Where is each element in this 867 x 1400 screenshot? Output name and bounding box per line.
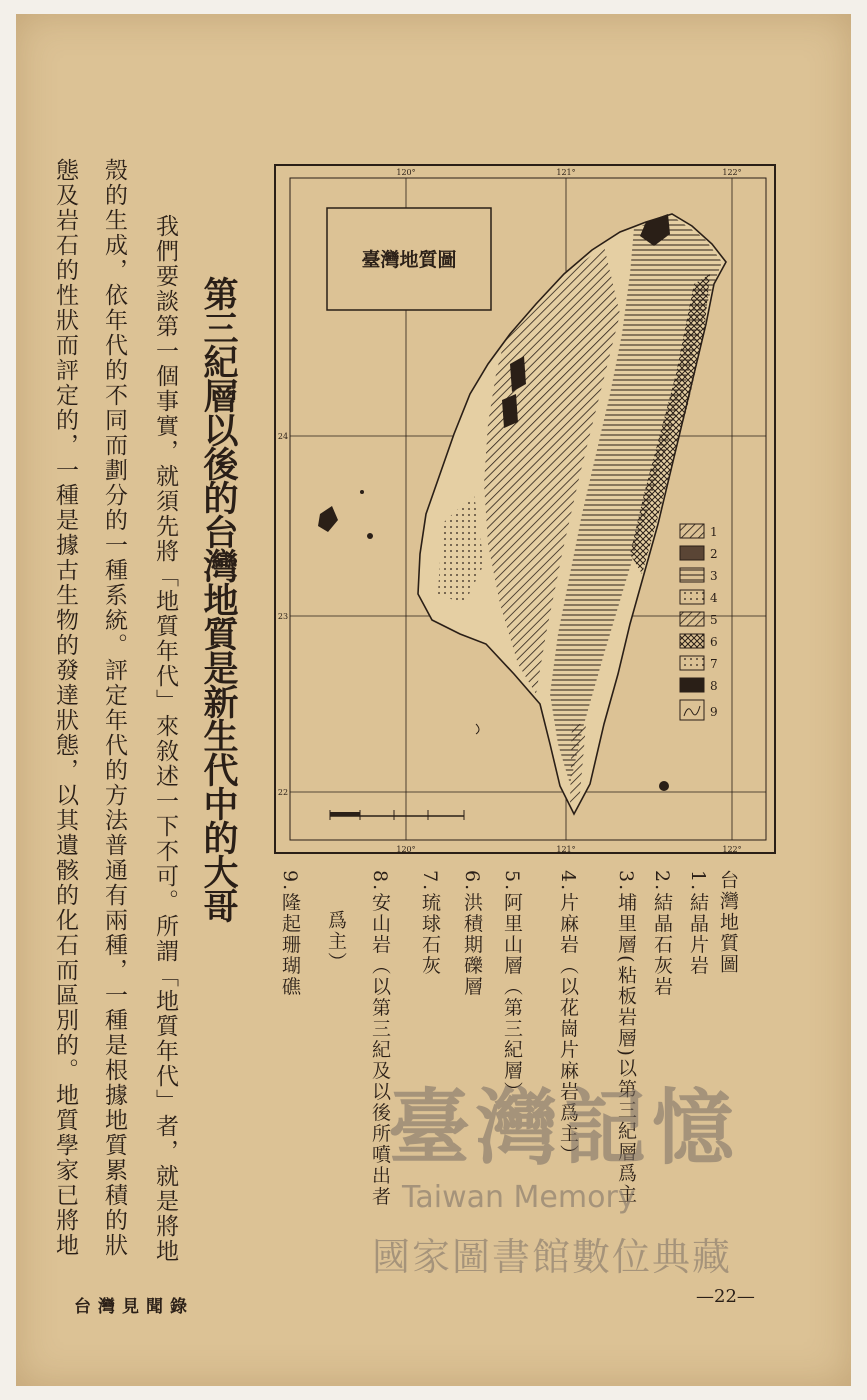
tick-bottom-2: 121°: [556, 845, 576, 854]
legend-num-2: 2: [710, 547, 718, 561]
legend-num-4: 4: [710, 591, 718, 605]
legend-item-4: 4.片麻岩（以花崗片麻岩爲主）: [557, 870, 579, 1166]
legend-num-5: 5: [710, 613, 718, 627]
tick-left-1: 24: [277, 432, 289, 441]
tick-bottom-1: 120°: [396, 845, 416, 854]
taiwan-geology-map: [274, 164, 776, 854]
tick-top-1: 120°: [396, 168, 416, 177]
legend-num-1: 1: [710, 525, 718, 539]
tick-left-3: 22: [277, 788, 289, 797]
legend-item-8-cont: 爲主）: [325, 910, 347, 973]
legend-item-1: 1.結晶片岩: [687, 870, 709, 977]
tick-left-2: 23: [277, 612, 289, 621]
legend-item-6: 6.洪積期礫層: [461, 870, 483, 998]
watermark-english: Taiwan Memory: [402, 1180, 636, 1215]
map-title: 臺灣地質圖: [361, 249, 457, 271]
legend-item-3: 3.埔里層(粘板岩層)以第三紀層爲主: [615, 870, 637, 1205]
body-text-col-1: 我們要談第一個事實，就須先將「地質年代」來敘述一下不可。所謂「地質年代」者，就是將地: [152, 214, 178, 1264]
legend-num-6: 6: [710, 635, 718, 649]
tick-top-3: 122°: [722, 168, 742, 177]
map-legend: [680, 524, 718, 720]
legend-item-2: 2.結晶石灰岩: [651, 870, 673, 998]
page-number: —22—: [696, 1286, 755, 1307]
legend-num-3: 3: [710, 569, 718, 583]
legend-item-8: 8.安山岩（以第三紀及以後所噴出者: [369, 870, 391, 1208]
legend-num-7: 7: [710, 657, 718, 671]
scale-bar: [330, 810, 464, 820]
body-text-col-3: 態及岩石的性狀而評定的，一種是據古生物的發達狀態，以其遺骸的化石而區別的。地質學家已將地: [52, 158, 78, 1258]
legend-heading: 台灣地質圖: [717, 870, 739, 975]
tick-top-2: 121°: [556, 168, 576, 177]
legend-item-7: 7.琉球石灰: [419, 870, 441, 977]
page-title: 第三紀層以後的台灣地質是新生代中的大哥: [198, 276, 239, 922]
tick-bottom-3: 122°: [722, 845, 742, 854]
legend-item-5: 5.阿里山層（第三紀層）: [501, 870, 523, 1103]
legend-item-9: 9.隆起珊瑚礁: [279, 870, 301, 998]
watermark-org: 國家圖書館數位典藏: [372, 1235, 733, 1279]
book-title-footer: 台灣見聞錄: [74, 1297, 194, 1317]
legend-num-8: 8: [710, 679, 718, 693]
watermark-logo: 臺灣記憶: [388, 1080, 741, 1176]
legend-num-9: 9: [710, 705, 718, 719]
body-text-col-2: 殼的生成，依年代的不同而劃分的一種系統。評定年代的方法普通有兩種，一種是根據地質累積的狀: [101, 158, 127, 1258]
